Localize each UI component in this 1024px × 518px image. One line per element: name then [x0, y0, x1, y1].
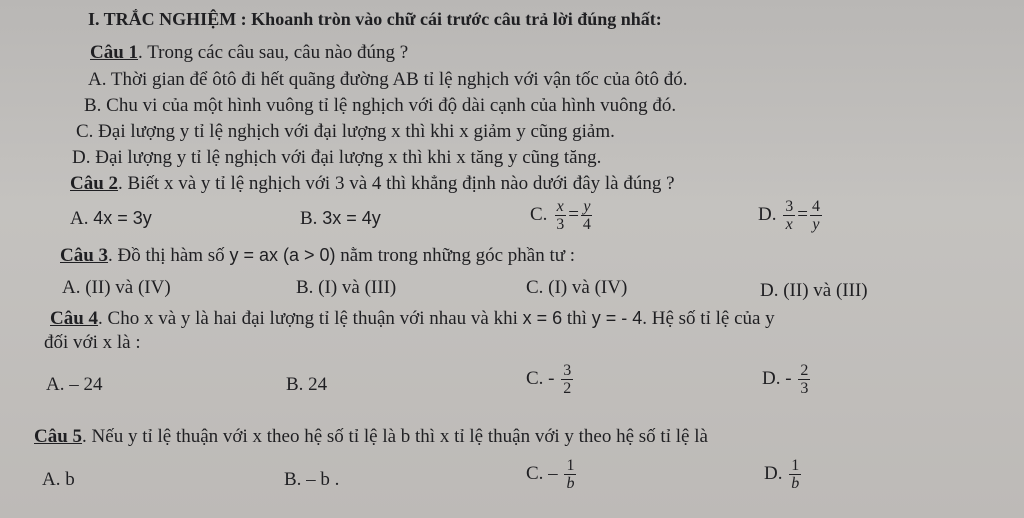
q2-d-frac1-num: 3 — [785, 198, 794, 215]
q5-option-d — [764, 457, 803, 492]
question-3-formula: y = ax (a > 0) — [229, 245, 336, 265]
question-3-label: Câu 3 — [60, 245, 109, 266]
q2-d-frac1-den: x — [785, 216, 793, 233]
question-5-label: Câu 5 — [34, 426, 83, 447]
question-1 — [90, 42, 408, 64]
q2-option-c-prefix: C. — [530, 203, 548, 225]
question-4-label: Câu 4 — [50, 308, 99, 329]
q4-option-c-prefix: C. - — [526, 367, 555, 389]
q4-c-den: 2 — [563, 380, 572, 397]
q4-c-num: 3 — [563, 362, 572, 379]
q2-c-frac2-den: 4 — [582, 216, 591, 233]
q4-option-d — [762, 362, 812, 397]
q4-option-d-prefix: D. - — [762, 367, 792, 389]
q5-c-num: 1 — [566, 457, 575, 474]
q2-d-frac2-den: y — [812, 216, 820, 233]
q1-option-c: C. Đại lượng y tỉ lệ nghịch với đại lượng x thì khi x giảm y cũng giảm. — [76, 121, 615, 142]
question-3-text-before: . Đồ thị hàm số — [108, 245, 230, 266]
q5-c-den: b — [566, 475, 575, 492]
q2-option-a — [70, 207, 152, 230]
question-5-text: . Nếu y tỉ lệ thuận với x theo hệ số tỉ lệ là b thì x tỉ lệ thuận với y theo hệ số tỉ lệ là — [82, 426, 708, 447]
question-3 — [60, 244, 575, 267]
q3-option-d: D. (II) và (III) — [760, 280, 868, 301]
q2-c-equals: = — [568, 203, 579, 225]
question-2-label: Câu 2 — [70, 173, 119, 194]
q2-d-equals: = — [797, 203, 808, 225]
q2-c-frac1-num: x — [556, 198, 564, 215]
q2-option-d — [758, 198, 824, 233]
question-3-text-after: nằm trong những góc phần tư : — [335, 245, 576, 266]
question-2-text: . Biết x và y tỉ lệ nghịch với 3 và 4 thì khẳng định nào dưới đây là đúng ? — [118, 173, 675, 194]
q1-option-a: A. Thời gian để ôtô đi hết quãng đường AB tỉ lệ nghịch với vận tốc của ôtô đó. — [88, 69, 688, 90]
q5-d-den: b — [791, 475, 800, 492]
q2-option-b — [300, 207, 381, 230]
q3-option-a: A. (II) và (IV) — [62, 277, 171, 298]
question-4-text-before: . Cho x và y là hai đại lượng tỉ lệ thuận với nhau và khi — [98, 308, 523, 329]
q5-option-d-prefix: D. — [764, 462, 783, 484]
q2-c-frac1-den: 3 — [556, 216, 565, 233]
q2-option-b-prefix: B. — [300, 208, 318, 229]
q3-option-b: B. (I) và (III) — [296, 277, 397, 298]
question-5 — [34, 426, 708, 448]
q2-option-d-prefix: D. — [758, 203, 777, 225]
q1-option-b: B. Chu vi của một hình vuông tỉ lệ nghịch với độ dài cạnh của hình vuông đó. — [84, 95, 677, 116]
q5-option-c-prefix: C. – — [526, 462, 558, 484]
q4-option-a: A. – 24 — [46, 374, 103, 395]
q1-option-d: D. Đại lượng y tỉ lệ nghịch với đại lượng x thì khi x tăng y cũng tăng. — [72, 147, 602, 168]
section-header: I. TRẮC NGHIỆM : Khoanh tròn vào chữ cái trước câu trả lời đúng nhất: — [88, 9, 662, 29]
q2-option-c — [530, 198, 595, 233]
question-4-eq1: x = 6 — [522, 308, 563, 328]
q2-d-frac2-num: 4 — [811, 198, 820, 215]
question-4 — [50, 307, 775, 330]
question-4-line2: đối với x là : — [44, 332, 141, 353]
q5-option-b: B. – b . — [284, 469, 340, 490]
q5-option-c — [526, 457, 578, 492]
q4-d-den: 3 — [800, 380, 809, 397]
q2-option-a-prefix: A. — [70, 208, 89, 229]
question-2 — [70, 173, 675, 195]
question-4-text-after: . Hệ số tỉ lệ của y — [642, 308, 775, 329]
q4-option-b: B. 24 — [286, 374, 328, 395]
question-1-text: . Trong các câu sau, câu nào đúng ? — [138, 42, 409, 63]
q2-option-a-formula: 4x = 3y — [93, 208, 152, 228]
q5-option-a: A. b — [42, 469, 75, 490]
q4-d-num: 2 — [800, 362, 809, 379]
q4-option-c — [526, 362, 575, 397]
q5-d-num: 1 — [791, 457, 800, 474]
q2-option-b-formula: 3x = 4y — [322, 208, 381, 228]
question-1-label: Câu 1 — [90, 42, 139, 63]
q2-c-frac2-num: y — [583, 198, 591, 215]
question-4-eq2: y = - 4 — [591, 308, 643, 328]
q3-option-c: C. (I) và (IV) — [526, 277, 628, 298]
question-4-text-mid: thì — [562, 308, 592, 329]
